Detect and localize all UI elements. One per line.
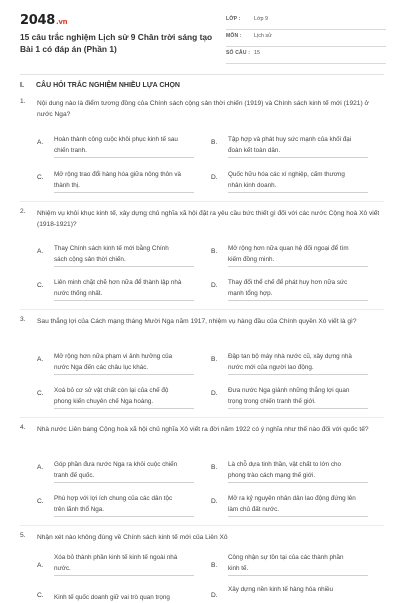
option-text[interactable]: Đập tan bộ máy nhà nước cũ, xây dựng nhà nước mới của người lao động. [228, 353, 352, 371]
option-text[interactable]: Thay đổi thể chế để phát huy hơn nữa sức mạnh tổng hợp. [228, 279, 348, 297]
meta-key: LỚP : [226, 16, 241, 22]
meta-key: MÔN : [226, 33, 242, 39]
option-underline [54, 374, 194, 375]
option-text[interactable]: Mở ra kỷ nguyên nhân dân lao động đứng lên làm chủ đất nước. [228, 495, 356, 513]
option-underline [54, 192, 194, 193]
logo-suffix: .vn [55, 17, 68, 26]
option-text[interactable]: Quốc hữu hóa các xí nghiệp, cấm thương nhân kinh doanh. [228, 171, 345, 189]
question-divider [20, 525, 384, 526]
option-label[interactable]: C. [37, 390, 44, 397]
question-number: 1. [20, 98, 26, 105]
option-label[interactable]: A. [37, 139, 44, 146]
option-underline [54, 575, 194, 576]
question-text: Nhiệm vụ khôi khục kinh tế, xây dựng chủ nghĩa xã hội đặt ra yêu cầu bức thiết gì đối với các nước Cộng hoà Xô viết (1918-1921)? [37, 210, 380, 228]
option-underline [54, 157, 194, 158]
option-label[interactable]: C. [37, 592, 44, 599]
option-label[interactable]: B. [211, 562, 218, 569]
document-title: 15 câu trắc nghiệm Lịch sử 9 Chân trời sáng tạo Bài 1 có đáp án (Phần 1) [20, 32, 213, 54]
option-text[interactable]: Liên minh chặt chẽ hơn nữa để thành lập nhà nước thống nhất. [54, 279, 182, 297]
option-text[interactable]: Đưa nước Nga giành những thắng lợi quan trọng trong chiến tranh thế giới. [228, 387, 350, 405]
option-underline [54, 266, 194, 267]
option-underline [228, 192, 368, 193]
option-label[interactable]: C. [37, 498, 44, 505]
option-underline [54, 408, 194, 409]
section-title: CÂU HỎI TRẮC NGHIỆM NHIỀU LỰA CHỌN [36, 82, 180, 89]
option-underline [54, 300, 194, 301]
option-label[interactable]: A. [37, 464, 44, 471]
option-underline [228, 266, 368, 267]
meta-value: Lịch sử [254, 33, 272, 39]
option-label[interactable]: D. [211, 390, 218, 397]
option-underline [54, 516, 194, 517]
page-header [0, 0, 400, 64]
option-text[interactable]: Mở rộng trao đổi hàng hóa giữa nông thôn và thành thị. [54, 171, 182, 189]
question-number: 2. [20, 208, 26, 215]
section-heading [20, 82, 180, 89]
option-underline [228, 575, 368, 576]
option-label[interactable]: A. [37, 248, 44, 255]
option-label[interactable]: B. [211, 464, 218, 471]
option-label[interactable]: D. [211, 174, 218, 181]
option-label[interactable]: C. [37, 174, 44, 181]
meta-value: 15 [254, 50, 260, 56]
option-text[interactable]: Thay Chính sách kinh tế mới bằng Chính sách cộng sản thời chiến. [54, 245, 169, 263]
option-underline [228, 408, 368, 409]
option-text[interactable]: Phù hợp với lợi ích chung của các dân tộc trên lãnh thổ Nga. [54, 495, 173, 513]
section-number: I. [20, 82, 24, 89]
section-divider [20, 74, 384, 75]
option-text[interactable]: Là chỗ dựa tinh thần, vật chất to lớn cho phong trào cách mạng thế giới. [228, 461, 342, 479]
option-text[interactable]: Kinh tế quốc doanh giữ vai trò quan trọng [54, 594, 170, 601]
question-number: 5. [20, 532, 26, 539]
option-label[interactable]: D. [211, 592, 218, 599]
logo-text: 2048 [20, 13, 55, 28]
question-text: Nhà nước Liên bang Cộng hoà xã hội chủ nghĩa Xô viết ra đời năm 1922 có ý nghĩa như thế nào đối với quốc tế? [37, 426, 369, 433]
option-underline [228, 482, 368, 483]
option-text[interactable]: Xoá bỏ cơ sở vật chất còn lại của chế độ phong kiến chuyên chế Nga hoàng. [54, 387, 169, 405]
option-underline [54, 482, 194, 483]
option-label[interactable]: D. [211, 282, 218, 289]
meta-row-grade [226, 14, 386, 30]
meta-row-subject [226, 31, 386, 47]
question-number: 4. [20, 424, 26, 431]
option-underline [228, 374, 368, 375]
meta-panel [226, 14, 386, 64]
option-text[interactable]: Tập hợp và phát huy sức mạnh của khối đại đoàn kết toàn dân. [228, 136, 352, 154]
option-label[interactable]: D. [211, 498, 218, 505]
option-text[interactable]: Hoàn thành công cuộc khôi phục kinh tế sau chiến tranh. [54, 136, 178, 154]
option-label[interactable]: B. [211, 139, 218, 146]
option-text[interactable]: Mở rộng hơn nữa quan hệ đối ngoại để tìm kiếm đồng minh. [228, 245, 349, 263]
option-label[interactable]: A. [37, 356, 44, 363]
meta-row-count [226, 48, 386, 64]
question-text: Nhận xét nào không đúng về Chính sách kinh tế mới của Liên Xô [37, 534, 228, 541]
option-text[interactable]: Góp phần đưa nước Nga ra khỏi cuộc chiến tranh đế quốc. [54, 461, 178, 479]
question-divider [20, 309, 384, 310]
option-label[interactable]: C. [37, 282, 44, 289]
question-text: Sau thắng lợi của Cách mạng tháng Mười Nga năm 1917, nhiệm vụ hàng đầu của Chính quyền Xô viết là gì? [37, 318, 357, 325]
option-text[interactable]: Công nhận sự tồn tại của các thành phần kinh tế. [228, 554, 344, 572]
meta-key: SỐ CÂU : [226, 50, 251, 56]
question-divider [20, 201, 384, 202]
question-number: 3. [20, 316, 26, 323]
site-logo[interactable] [20, 13, 67, 28]
option-label[interactable]: A. [37, 562, 44, 569]
option-underline [228, 157, 368, 158]
meta-value: Lớp 9 [254, 16, 269, 22]
option-text[interactable]: Xóa bỏ thành phần kinh tế kinh tế ngoài nhà nước. [54, 554, 178, 572]
option-label[interactable]: B. [211, 356, 218, 363]
option-text[interactable]: Xây dựng nền kinh tế hàng hóa nhiều [228, 586, 334, 593]
question-divider [20, 417, 384, 418]
option-underline [228, 300, 368, 301]
option-label[interactable]: B. [211, 248, 218, 255]
question-text: Nội dung nào là điểm tương đồng của Chính sách cộng sản thời chiến (1919) và Chính sách kinh tế mới (1921) ở nước Nga? [37, 100, 369, 118]
option-underline [228, 516, 368, 517]
option-text[interactable]: Mở rộng hơn nữa phạm vi ảnh hưởng của nước Nga đến các châu lục khác. [54, 353, 173, 371]
